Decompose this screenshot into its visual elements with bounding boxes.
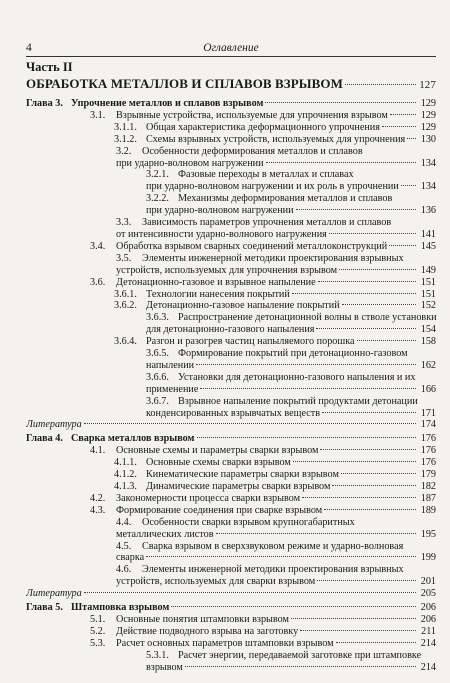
section-entry[interactable] — [26, 614, 436, 626]
section-entry[interactable] — [26, 564, 436, 588]
leader-dots — [342, 304, 416, 305]
entry-page: 129 — [420, 121, 436, 133]
entry-number: 5.1. — [90, 613, 106, 625]
section-entry[interactable] — [26, 541, 436, 565]
entry-title: Особенности сварки взрывом крупногабаритных — [142, 516, 355, 528]
entry-page: 176 — [420, 445, 436, 457]
entry-number: 3.6.6. — [146, 371, 169, 383]
entry-page: 189 — [420, 504, 436, 516]
entry-number: 3.6.3. — [146, 312, 169, 324]
entry-title: Разгон и разогрев частиц напыляемого порошка — [146, 336, 355, 348]
entry-number: 4.1.3. — [114, 481, 137, 492]
entry-page: 134 — [420, 181, 436, 193]
entry-title: Основные понятия штамповки взрывом — [116, 613, 289, 625]
entry-page: 179 — [420, 469, 436, 481]
entry-page: 199 — [420, 552, 436, 564]
entry-number: 4.6. — [116, 564, 132, 576]
leader-dots — [292, 293, 416, 294]
entry-number: 3.6.5. — [146, 348, 169, 360]
leader-dots — [296, 209, 416, 210]
literature-entry[interactable] — [26, 588, 436, 600]
entry-page: 206 — [420, 613, 436, 625]
leader-dots — [171, 606, 416, 607]
entry-page: 145 — [420, 240, 436, 252]
leader-dots — [316, 328, 416, 329]
entry-number: 3.1. — [90, 109, 106, 121]
section-entry[interactable] — [26, 445, 436, 457]
leader-dots — [197, 437, 417, 438]
entry-number: 3.6.1. — [114, 288, 137, 300]
entry-page: 166 — [420, 383, 436, 395]
leader-dots — [390, 114, 416, 115]
entry-title: при ударно-волновом нагружении и их роль в упрочнении — [146, 181, 399, 193]
running-header — [26, 40, 436, 57]
entry-title: при ударно-волновом нагружении — [146, 205, 294, 217]
entry-number: 3.5. — [116, 252, 132, 264]
subsection-entry[interactable] — [26, 469, 436, 481]
entry-title: Взрывное напыление покрытий продуктами детонации — [178, 395, 418, 407]
entry-title: Сварка металлов взрывом — [70, 433, 195, 445]
entry-title: устройств, используемых для сварки взрывом — [116, 576, 316, 588]
entry-title: Динамические параметры сварки взрывом — [146, 481, 331, 492]
section-entry[interactable] — [26, 517, 436, 541]
section-entry[interactable] — [26, 241, 436, 253]
entry-page: 176 — [420, 433, 436, 445]
section-entry[interactable] — [26, 638, 436, 650]
entry-page: 214 — [420, 637, 436, 649]
entry-page: 214 — [420, 661, 436, 673]
entry-number: 4.1. — [90, 445, 106, 457]
entry-title: Элементы инженерной методики проектирования взрывных — [142, 252, 404, 264]
leader-dots — [382, 126, 416, 127]
leader-dots — [291, 618, 416, 619]
entry-page: 151 — [420, 276, 436, 288]
leader-dots — [84, 592, 416, 593]
entry-page: 171 — [420, 407, 436, 419]
entry-number: 4.3. — [90, 504, 106, 516]
chapter-entry[interactable] — [26, 433, 436, 445]
leader-dots — [318, 281, 416, 282]
section-entry[interactable] — [26, 277, 436, 289]
leader-dots — [341, 473, 416, 474]
subsection-entry[interactable] — [26, 457, 436, 469]
entry-title: Элементы инженерной методики проектирования взрывных — [142, 564, 404, 576]
entry-title: Упрочнение металлов и сплавов взрывом — [70, 98, 264, 109]
section-entry[interactable] — [26, 146, 436, 170]
entry-page: 149 — [420, 264, 436, 276]
leader-dots — [332, 485, 416, 486]
entry-page: 206 — [420, 602, 436, 614]
entry-page: 201 — [420, 576, 436, 588]
part-title-entry — [26, 76, 436, 93]
entry-page: 154 — [420, 324, 436, 336]
entry-title: Взрывные устройства, используемые для упрочнения взрывом — [116, 109, 388, 121]
leader-dots — [266, 162, 416, 163]
entry-number: Глава 3. — [26, 98, 63, 109]
entry-number: 4.5. — [116, 540, 132, 552]
leader-dots — [407, 138, 416, 139]
subsection-entry[interactable] — [26, 300, 436, 312]
entry-number: 3.2.1. — [146, 169, 169, 181]
leader-dots — [300, 630, 416, 631]
entry-title: Особенности деформирования металлов и сплавов — [142, 145, 363, 157]
entry-page: 158 — [420, 336, 436, 348]
entry-page: 162 — [420, 359, 436, 371]
page-number: 4 — [26, 42, 32, 54]
entry-number: 3.6. — [90, 276, 106, 288]
entry-title: Расчет энергии, передаваемой заготовке при штамповке — [178, 649, 422, 661]
part-label: Часть II — [26, 60, 73, 74]
entry-title: Литература — [26, 419, 82, 431]
entry-title: Расчет основных параметров штамповки взрывом — [116, 637, 334, 649]
section-entry[interactable] — [26, 493, 436, 505]
entry-title: Механизмы деформирования металлов и сплавов — [178, 193, 393, 205]
entry-number: 3.1.1. — [114, 121, 137, 133]
entry-title: от интенсивности ударно-волнового нагружения — [116, 228, 327, 240]
entry-title: Детонационно-газовое и взрывное напыление — [116, 276, 316, 288]
subsection-entry[interactable] — [26, 169, 436, 193]
leader-dots — [317, 580, 416, 581]
entry-title: Фазовые переходы в металлах и сплавах — [178, 169, 354, 181]
entry-title: Зависимость параметров упрочнения металлов и сплавов — [142, 217, 392, 229]
subsection-entry[interactable] — [26, 134, 436, 146]
leader-dots — [200, 388, 416, 389]
entry-number: 3.6.2. — [114, 300, 137, 312]
entry-title: устройств, используемых для упрочнения взрывом — [116, 264, 338, 276]
subsection-entry[interactable] — [26, 372, 436, 396]
subsection-entry[interactable] — [26, 336, 436, 348]
entry-number: 4.4. — [116, 516, 132, 528]
entry-title: Детонационно-газовое напыление покрытий — [146, 300, 340, 312]
entry-page: 187 — [420, 492, 436, 504]
section-entry[interactable] — [26, 110, 436, 122]
entry-title: Схемы взрывных устройств, используемых для упрочнения — [146, 133, 406, 145]
entry-page: 211 — [421, 625, 436, 637]
entry-title: Формирование соединения при сварке взрывом — [116, 504, 323, 516]
entry-title: Установки для детонационно-газового напыления и их — [178, 371, 416, 383]
table-of-contents — [26, 98, 436, 674]
leader-dots — [146, 556, 416, 557]
chapter-entry[interactable] — [26, 602, 436, 614]
leader-dots — [324, 509, 416, 510]
subsection-entry[interactable] — [26, 312, 436, 336]
entry-title: Действие подводного взрыва на заготовку — [116, 625, 299, 637]
entry-title: Обработка взрывом сварных соединений металлоконструкций — [116, 240, 388, 252]
leader-dots — [265, 102, 416, 103]
entry-page: 151 — [420, 288, 436, 300]
entry-page: 129 — [420, 98, 436, 109]
entry-page: 174 — [420, 419, 436, 431]
entry-number: 3.6.7. — [146, 395, 169, 407]
section-entry[interactable] — [26, 626, 436, 638]
leader-dots — [84, 423, 416, 424]
leader-dots — [196, 364, 416, 365]
entry-page: 176 — [420, 457, 436, 469]
entry-title: Общая характеристика деформационного упрочнения — [146, 121, 380, 133]
leader-dots — [339, 269, 416, 270]
entry-number: 3.6.4. — [114, 336, 137, 348]
section-entry[interactable] — [26, 505, 436, 517]
entry-title: Закономерности процесса сварки взрывом — [116, 492, 301, 504]
entry-number: 4.2. — [90, 492, 106, 504]
entry-title: напылении — [146, 359, 195, 371]
entry-page: 152 — [420, 300, 436, 312]
entry-title: Сварка взрывом в сверхзвуковом режиме и ударно-волновая — [142, 540, 404, 552]
entry-title: сварка — [116, 552, 145, 564]
leader-dots — [329, 233, 416, 234]
leader-dots — [345, 84, 416, 85]
entry-title: металлических листов — [116, 528, 214, 540]
entry-title: Основные схемы сварки взрывом — [146, 457, 291, 469]
entry-page: 130 — [420, 133, 436, 145]
entry-number: Глава 4. — [26, 433, 63, 445]
leader-dots — [216, 533, 416, 534]
leader-dots — [322, 412, 416, 413]
leader-dots — [302, 497, 416, 498]
entry-number: 3.2. — [116, 145, 132, 157]
section-entry[interactable] — [26, 217, 436, 241]
entry-title: применение — [146, 383, 199, 395]
entry-title: для детонационно-газового напыления — [146, 324, 315, 336]
entry-number: 3.4. — [90, 240, 106, 252]
part-page: 127 — [419, 79, 436, 91]
entry-title: Распространение детонационной волны в стволе установки — [178, 312, 437, 324]
entry-title: Штамповка взрывом — [70, 602, 170, 614]
subsection-entry[interactable] — [26, 122, 436, 134]
section-entry[interactable] — [26, 253, 436, 277]
entry-number: Глава 5. — [26, 602, 63, 614]
entry-number: 5.3. — [90, 637, 106, 649]
subsection-entry[interactable] — [26, 348, 436, 372]
entry-title: конденсированных взрывчатых веществ — [146, 407, 321, 419]
entry-number: 5.3.1. — [146, 649, 169, 661]
subsection-entry[interactable] — [26, 396, 436, 420]
leader-dots — [320, 449, 416, 450]
chapter-entry[interactable] — [26, 98, 436, 110]
entry-page: 205 — [420, 588, 436, 600]
entry-title: взрывом — [146, 661, 183, 673]
subsection-entry[interactable] — [26, 289, 436, 301]
entry-page: 136 — [420, 205, 436, 217]
leader-dots — [389, 245, 416, 246]
running-title: Оглавление — [203, 42, 259, 54]
entry-page: 182 — [420, 481, 436, 492]
entry-title: Литература — [26, 588, 82, 600]
entry-page: 129 — [420, 109, 436, 121]
entry-page: 195 — [420, 528, 436, 540]
leader-dots — [357, 340, 416, 341]
entry-title: при ударно-волновом нагружении — [116, 157, 264, 169]
leader-dots — [185, 666, 416, 667]
entry-number: 3.3. — [116, 217, 132, 229]
entry-page: 141 — [420, 228, 436, 240]
subsection-entry[interactable] — [26, 193, 436, 217]
part-title: ОБРАБОТКА МЕТАЛЛОВ И СПЛАВОВ ВЗРЫВОМ — [26, 76, 344, 91]
literature-entry[interactable] — [26, 419, 436, 431]
subsection-entry[interactable] — [26, 481, 436, 493]
entry-number: 4.1.2. — [114, 469, 137, 481]
leader-dots — [401, 185, 416, 186]
entry-title: Основные схемы и параметры сварки взрывом — [116, 445, 319, 457]
leader-dots — [293, 461, 416, 462]
entry-title: Кинематические параметры сварки взрывом — [146, 469, 339, 481]
subsection-entry[interactable] — [26, 650, 436, 674]
entry-title: Формирование покрытий при детонационно-газовом — [178, 348, 408, 360]
leader-dots — [336, 642, 416, 643]
entry-number: 3.1.2. — [114, 133, 137, 145]
entry-page: 134 — [420, 157, 436, 169]
entry-number: 3.2.2. — [146, 193, 169, 205]
entry-number: 4.1.1. — [114, 457, 137, 469]
entry-title: Технологии нанесения покрытий — [146, 288, 290, 300]
entry-number: 5.2. — [90, 625, 106, 637]
